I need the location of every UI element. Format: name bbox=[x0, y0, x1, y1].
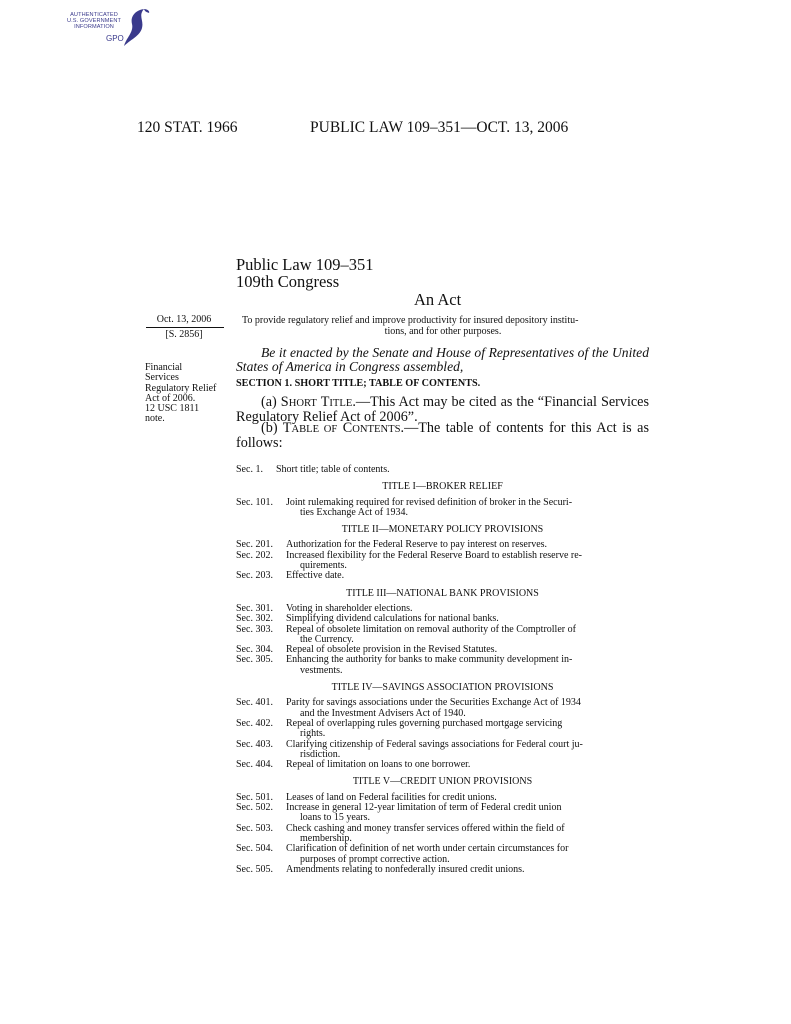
toc-entry bbox=[236, 719, 649, 740]
public-law-number: Public Law 109–351 bbox=[236, 255, 374, 274]
toc-section-number: Sec. 1. bbox=[236, 464, 263, 475]
toc-section-number: Sec. 503. bbox=[236, 822, 273, 834]
toc-section-number: Sec. 302. bbox=[236, 613, 273, 625]
toc-section-text-continued: purposes of prompt corrective action. bbox=[300, 853, 450, 865]
toc-section-number: Sec. 303. bbox=[236, 623, 273, 635]
toc-section-text: Enhancing the authority for banks to make community development in- vestments. bbox=[286, 655, 649, 676]
toc-section-text-continued: membership. bbox=[300, 832, 352, 844]
congress-label: 109th Congress bbox=[236, 272, 340, 291]
toc-section-text-continued: vestments. bbox=[300, 664, 343, 676]
toc-section-number: Sec. 301. bbox=[236, 602, 273, 614]
toc-section-text: Repeal of obsolete limitation on removal authority of the Comptroller of the Currency. bbox=[286, 625, 649, 646]
toc-section-text: Simplifying dividend calculations for national banks. bbox=[286, 613, 499, 625]
toc-section-number: Sec. 404. bbox=[236, 759, 273, 771]
enacting-clause: Be it enacted by the Senate and House of Representatives of the United States of America in Congress assembled, bbox=[236, 345, 649, 374]
toc-section-text-continued: loans to 15 years. bbox=[300, 812, 370, 824]
toc-section-number: Sec. 502. bbox=[236, 802, 273, 814]
subsection-b-table-of-contents: (b) TABLE OF CONTENTS.—The table of contents for this Act is as follows: bbox=[236, 420, 649, 451]
toc-entry bbox=[236, 625, 649, 646]
toc-title-heading: TITLE II—MONETARY POLICY PROVISIONS bbox=[341, 524, 544, 536]
toc-section-text-continued: risdiction. bbox=[300, 748, 341, 760]
toc-entry bbox=[236, 824, 649, 845]
toc-section-number: Sec. 501. bbox=[236, 791, 273, 803]
margin-citation-line: Regulatory Relief bbox=[145, 382, 217, 394]
toc-section-number: Sec. 201. bbox=[236, 539, 273, 551]
toc-section-text-continued: ties Exchange Act of 1934. bbox=[300, 506, 409, 518]
toc-section-number: Sec. 203. bbox=[236, 570, 273, 582]
toc-section-number: Sec. 202. bbox=[236, 549, 273, 561]
an-act-heading: An Act bbox=[414, 290, 462, 309]
toc-section-text: Increase in general 12-year limitation of term of Federal credit union loans to 15 years. bbox=[286, 803, 649, 824]
toc-section-text: Authorization for the Federal Reserve to pay interest on reserves. bbox=[286, 539, 548, 551]
toc-section-number: Sec. 403. bbox=[236, 738, 273, 750]
toc-section-text: Short title; table of contents. bbox=[276, 464, 390, 475]
toc-section-text: Repeal of obsolete provision in the Revised Statutes. bbox=[286, 644, 498, 656]
margin-citation-line: Services bbox=[145, 372, 179, 384]
toc-section-number: Sec. 305. bbox=[236, 654, 273, 666]
act-purpose bbox=[238, 315, 648, 337]
toc-section-text-continued: quirements. bbox=[300, 560, 347, 572]
toc-section-text-continued: the Currency. bbox=[300, 633, 354, 645]
toc-section-text-continued: rights. bbox=[300, 728, 326, 740]
section-heading: SECTION 1. SHORT TITLE; TABLE OF CONTENTS. bbox=[236, 378, 481, 389]
toc-section-text: Repeal of overlapping rules governing purchased mortgage servicing rights. bbox=[286, 719, 649, 740]
toc-entry bbox=[236, 571, 649, 581]
toc-entry bbox=[236, 760, 649, 770]
purpose-line-2: tions, and for other purposes. bbox=[384, 326, 502, 337]
margin-divider bbox=[146, 327, 224, 328]
toc-section-text: Check cashing and money transfer services offered within the field of membership. bbox=[286, 824, 649, 845]
toc-section-text: Effective date. bbox=[286, 570, 345, 582]
toc-title-heading: TITLE IV—SAVINGS ASSOCIATION PROVISIONS bbox=[331, 682, 554, 694]
toc-section-number: Sec. 504. bbox=[236, 843, 273, 855]
margin-citation-line: 12 USC 1811 bbox=[145, 403, 200, 415]
margin-bill-number: [S. 2856] bbox=[165, 329, 203, 340]
toc-title-heading: TITLE III—NATIONAL BANK PROVISIONS bbox=[346, 587, 539, 599]
running-header-title: PUBLIC LAW 109–351—OCT. 13, 2006 bbox=[310, 119, 569, 136]
subsection-a-short-title: (a) SHORT TITLE.—This Act may be cited as the “Financial Services Regulatory Relief Act of 2006”. bbox=[236, 394, 650, 425]
toc-section-text-continued: and the Investment Advisers Act of 1940. bbox=[300, 707, 466, 719]
toc-section-text: Voting in shareholder elections. bbox=[286, 602, 413, 614]
toc-section-text: Clarifying citizenship of Federal savings associations for Federal court ju- risdiction. bbox=[286, 740, 649, 761]
toc-entry bbox=[236, 498, 649, 519]
toc-section-number: Sec. 402. bbox=[236, 717, 273, 729]
toc-entry bbox=[236, 844, 649, 865]
eagle-icon bbox=[122, 6, 152, 48]
seal-line-2: U.S. GOVERNMENT bbox=[66, 18, 122, 24]
toc-section-text: Clarification of definition of net worth under certain circumstances for purposes of prompt corrective action. bbox=[286, 844, 649, 865]
margin-citation-line: Act of 2006. bbox=[145, 392, 196, 404]
toc-section-text: Parity for savings associations under the Securities Exchange Act of 1934 and the Investment Advisers Act of 1940. bbox=[286, 698, 649, 719]
toc-title-heading: TITLE V—CREDIT UNION PROVISIONS bbox=[352, 776, 533, 788]
toc-section-text: Amendments relating to nonfederally insured credit unions. bbox=[286, 863, 525, 875]
table-of-contents bbox=[236, 465, 649, 875]
purpose-line-1: To provide regulatory relief and improve productivity for insured depository institu- bbox=[242, 315, 579, 326]
toc-entry bbox=[236, 551, 649, 572]
toc-section-number: Sec. 304. bbox=[236, 644, 273, 656]
seal-agency: GPO bbox=[106, 34, 124, 43]
toc-section-text: Leases of land on Federal facilities for credit unions. bbox=[286, 791, 497, 803]
toc-titles bbox=[236, 482, 649, 875]
gpo-authentication-seal bbox=[62, 6, 154, 50]
toc-section-number: Sec. 505. bbox=[236, 863, 273, 875]
stat-page-number: 120 STAT. 1966 bbox=[137, 119, 238, 136]
margin-citation-note bbox=[145, 363, 235, 425]
toc-entry bbox=[236, 465, 649, 475]
margin-citation-line: Financial bbox=[145, 362, 183, 373]
toc-section-text: Increased flexibility for the Federal Reserve Board to establish reserve re- quirements. bbox=[286, 551, 649, 572]
toc-entry bbox=[236, 803, 649, 824]
seal-line-1: AUTHENTICATED bbox=[70, 12, 118, 18]
toc-section-number: Sec. 401. bbox=[236, 697, 273, 709]
toc-section-text: Joint rulemaking required for revised definition of broker in the Securi- ties Exchange Act of 1934. bbox=[286, 498, 649, 519]
toc-section-number: Sec. 101. bbox=[236, 496, 273, 508]
margin-date: Oct. 13, 2006 bbox=[156, 314, 212, 325]
toc-title-heading: TITLE I—BROKER RELIEF bbox=[382, 481, 503, 493]
toc-entry bbox=[236, 655, 649, 676]
margin-citation-line: note. bbox=[145, 413, 165, 425]
toc-entry bbox=[236, 740, 649, 761]
toc-section-text: Repeal of limitation on loans to one borrower. bbox=[286, 759, 471, 771]
seal-line-3: INFORMATION bbox=[74, 24, 114, 30]
toc-entry bbox=[236, 698, 649, 719]
toc-entry bbox=[236, 865, 649, 875]
